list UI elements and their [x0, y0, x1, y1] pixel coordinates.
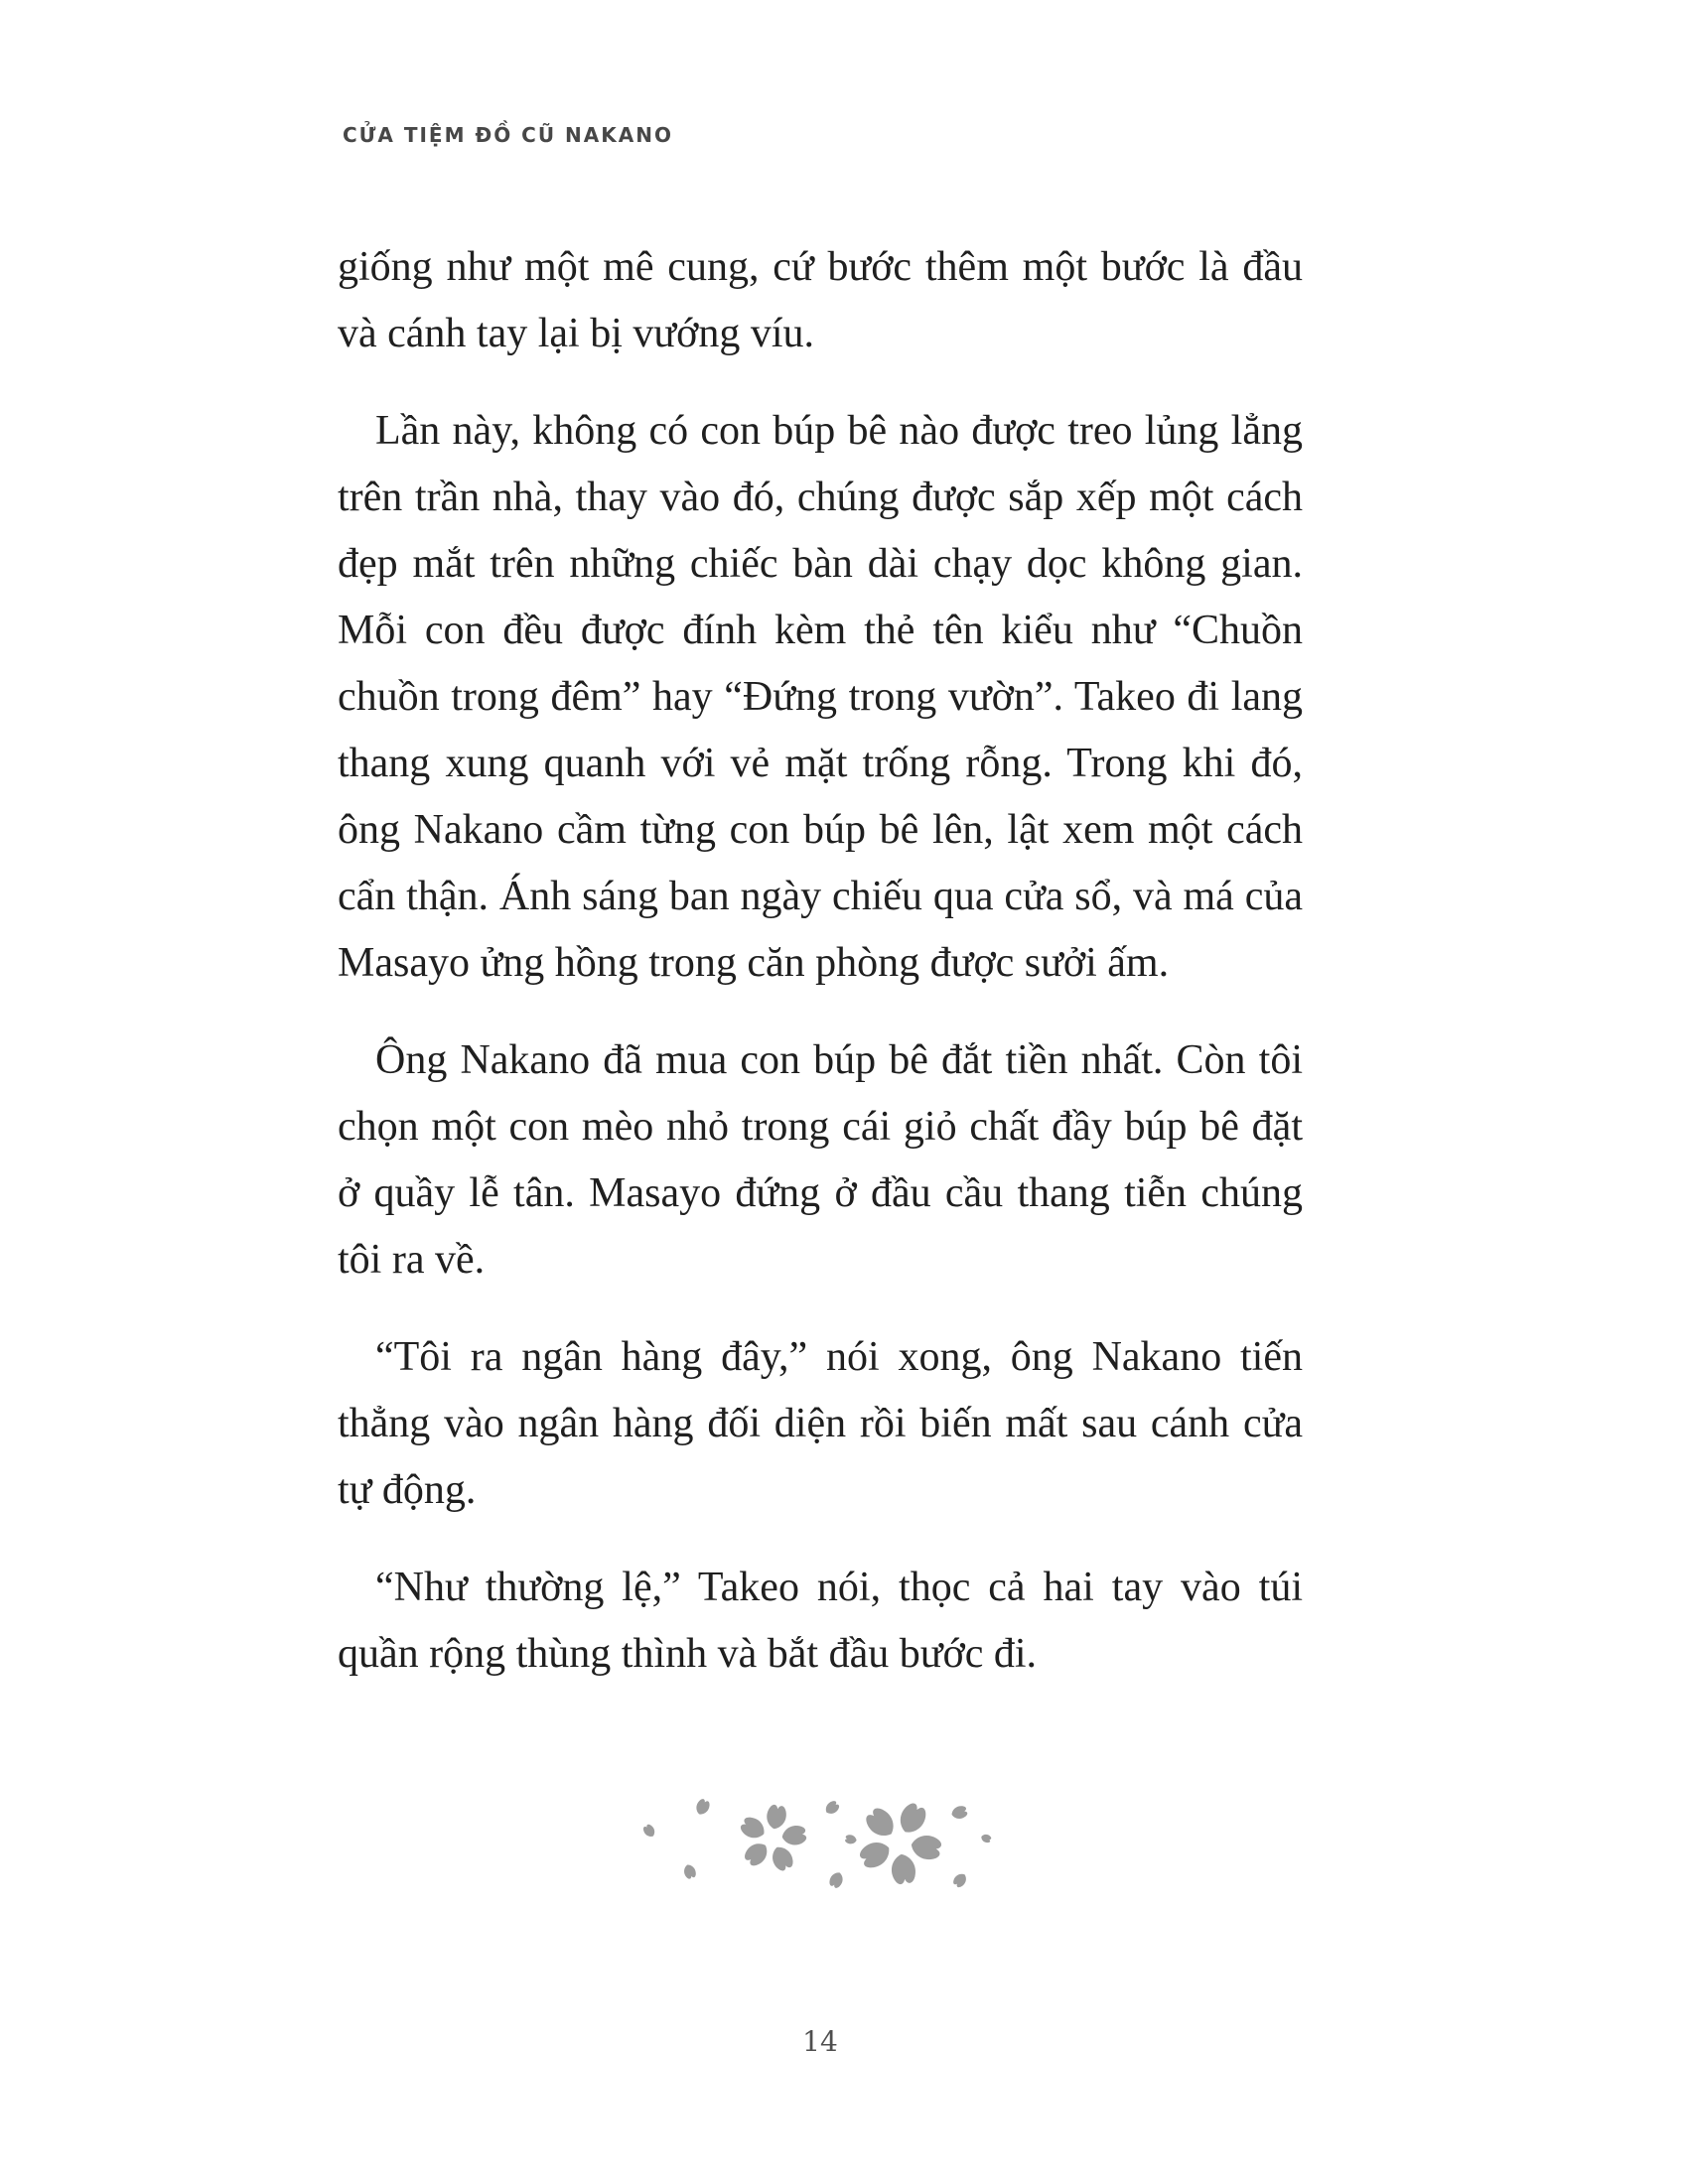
body-paragraph: Ông Nakano đã mua con búp bê đắt tiền nhất. Còn tôi chọn một con mèo nhỏ trong cái giỏ chất đầy búp bê đặt ở quầy lễ tân. Masayo đứng ở đầu cầu thang tiễn chúng tôi ra về. [338, 1037, 1303, 1283]
body-paragraph: “Tôi ra ngân hàng đây,” nói xong, ông Nakano tiến thẳng vào ngân hàng đối diện rồi biến mất sau cánh cửa tự động. [338, 1334, 1303, 1513]
body-paragraph: Lần này, không có con búp bê nào được treo lủng lẳng trên trần nhà, thay vào đó, chúng được sắp xếp một cách đẹp mắt trên những chiếc bàn dài chạy dọc không gian. Mỗi con đều được đính kèm thẻ tên kiểu như “Chuồn chuồn trong đêm” hay “Đứng trong vườn”. Takeo đi lang thang xung quanh với vẻ mặt trống rỗng. Trong khi đó, ông Nakano cầm từng con búp bê lên, lật xem một cách cẩn thận. Ánh sáng ban ngày chiếu qua cửa sổ, và má của Masayo ửng hồng trong căn phòng được sưởi ấm. [338, 408, 1303, 986]
body-paragraph: “Như thường lệ,” Takeo nói, thọc cả hai tay vào túi quần rộng thùng thình và bắt đầu bước đi. [338, 1565, 1303, 1677]
page-number: 14 [802, 2025, 838, 2058]
body-paragraph: giống như một mê cung, cứ bước thêm một bước là đầu và cánh tay lại bị vướng víu. [338, 244, 1303, 356]
running-header: CỬA TIỆM ĐỒ CŨ NAKANO [343, 123, 673, 147]
body-text [338, 234, 1303, 1718]
sakura-ornament-icon [616, 1777, 1013, 1906]
